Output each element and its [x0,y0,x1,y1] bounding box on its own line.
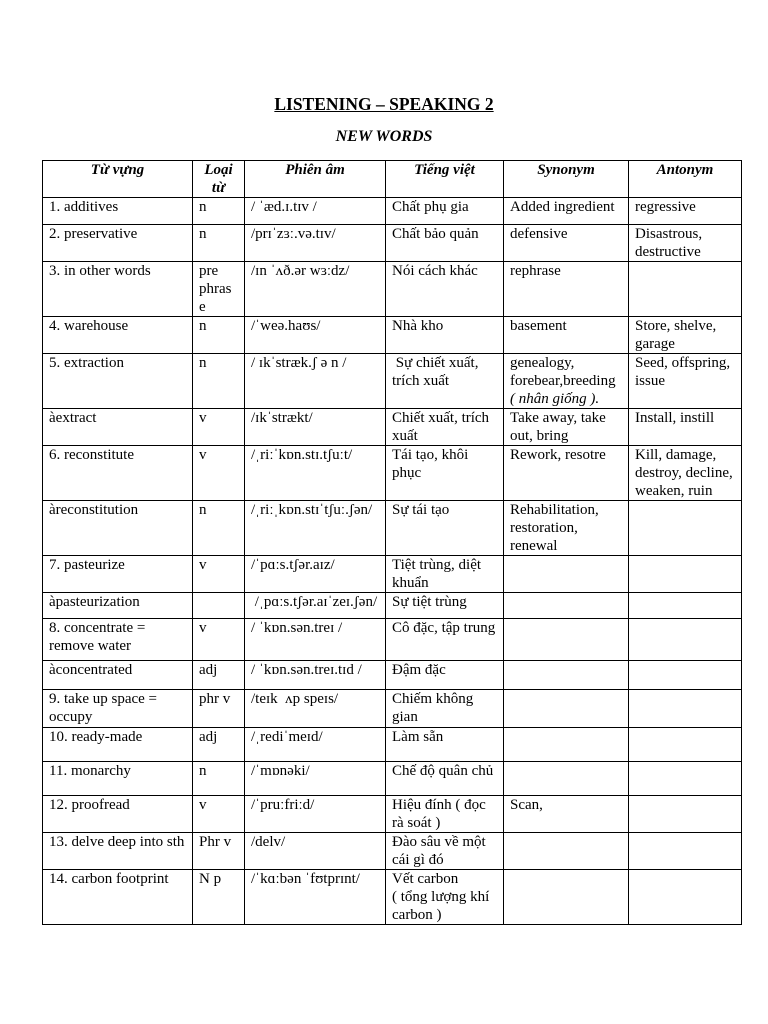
cell-type-text: N p [199,871,222,887]
cell-word-text: 14. carbon footprint [49,871,169,887]
vocabulary-table-body [43,198,742,925]
cell-word [43,446,193,501]
column-header-ipa: Phiên âm [245,161,386,198]
cell-vietnamese [386,354,504,409]
table-row [43,354,742,409]
cell-vietnamese [386,317,504,354]
cell-vietnamese [386,225,504,262]
cell-type [193,619,245,661]
cell-vietnamese-text: Nói cách khác [392,263,478,279]
cell-vietnamese [386,796,504,833]
cell-vietnamese-text: Đào sâu về một cái gì đó [392,834,490,868]
cell-antonym [629,796,742,833]
cell-vietnamese [386,262,504,317]
cell-antonym [629,225,742,262]
cell-antonym [629,198,742,225]
cell-ipa [245,833,386,870]
cell-synonym [504,762,629,796]
cell-antonym [629,446,742,501]
cell-antonym [629,690,742,728]
cell-ipa [245,317,386,354]
cell-type [193,225,245,262]
cell-antonym [629,833,742,870]
cell-word-text: 5. extraction [49,355,124,371]
cell-synonym [504,728,629,762]
cell-type-text: n [199,199,207,215]
cell-antonym [629,593,742,619]
cell-word-text: àextract [49,410,97,426]
cell-type-text: n [199,502,207,518]
column-header-vietnamese: Tiếng việt [386,161,504,198]
cell-word [43,619,193,661]
cell-ipa [245,870,386,925]
cell-synonym [504,593,629,619]
cell-type [193,728,245,762]
cell-vietnamese-text: Chất phụ gia [392,199,469,215]
cell-type-text: phr v [199,691,231,707]
cell-synonym [504,556,629,593]
cell-type-text: n [199,355,207,371]
cell-ipa [245,593,386,619]
cell-vietnamese [386,870,504,925]
cell-type [193,762,245,796]
cell-antonym-text: Kill, damage, destroy, decline, weaken, ruin [635,447,737,499]
cell-antonym [629,556,742,593]
table-row [43,446,742,501]
cell-ipa [245,690,386,728]
cell-vietnamese [386,198,504,225]
cell-vietnamese-text: Cô đặc, tập trung [392,620,496,636]
cell-ipa-text: / ɪkˈstræk.ʃ ə n / [251,355,347,371]
cell-type [193,501,245,556]
cell-type [193,354,245,409]
cell-ipa-text: /ˌrediˈmeɪd/ [251,729,323,745]
table-row [43,661,742,690]
cell-vietnamese [386,833,504,870]
cell-vietnamese [386,501,504,556]
column-header-antonym: Antonym [629,161,742,198]
cell-ipa-text: /ɪkˈstrækt/ [251,410,313,426]
cell-ipa-text: /ˈpɑːs.tʃər.aɪz/ [251,557,335,573]
cell-word-text: 3. in other words [49,263,151,279]
cell-synonym [504,870,629,925]
cell-vietnamese [386,762,504,796]
cell-ipa-text: /prɪˈzɜː.və.tɪv/ [251,226,336,242]
table-row [43,556,742,593]
cell-vietnamese-text: Chiếm không gian [392,691,477,725]
cell-word-text: 11. monarchy [49,763,131,779]
cell-synonym [504,198,629,225]
cell-synonym [504,317,629,354]
cell-vietnamese [386,661,504,690]
cell-word-text: 9. take up space = occupy [49,691,161,725]
cell-ipa-text: /ˈweə.haʊs/ [251,318,321,334]
cell-synonym [504,796,629,833]
cell-word [43,556,193,593]
cell-vietnamese [386,728,504,762]
cell-antonym [629,762,742,796]
cell-ipa [245,619,386,661]
cell-word [43,593,193,619]
cell-synonym [504,619,629,661]
cell-antonym [629,409,742,446]
cell-vietnamese [386,556,504,593]
table-row [43,796,742,833]
cell-type-text: v [199,447,207,463]
cell-type-text: n [199,226,207,242]
cell-vietnamese [386,446,504,501]
cell-antonym [629,870,742,925]
cell-ipa-text: /ˈkɑːbən ˈfʊtprɪnt/ [251,871,360,887]
cell-word [43,728,193,762]
cell-vietnamese-text: Chất bảo quản [392,226,479,242]
cell-synonym [504,690,629,728]
cell-ipa [245,796,386,833]
cell-ipa-text: / ˈkɒn.sən.treɪ.tɪd / [251,662,362,678]
cell-synonym [504,446,629,501]
cell-synonym-text: genealogy, forebear,breeding [510,355,616,389]
column-header-type: Loại từ [193,161,245,198]
table-row [43,593,742,619]
table-row [43,690,742,728]
cell-ipa [245,501,386,556]
cell-vietnamese [386,409,504,446]
cell-word [43,690,193,728]
cell-vietnamese-text: Hiệu đính ( đọc rà soát ) [392,797,490,831]
cell-type [193,870,245,925]
page-title: LISTENING – SPEAKING 2 [274,94,494,114]
cell-ipa-text: /delv/ [251,834,286,850]
cell-vietnamese [386,619,504,661]
cell-word [43,198,193,225]
cell-vietnamese-text: Nhà kho [392,318,444,334]
cell-synonym-text: Added ingredient [510,199,615,215]
cell-word [43,354,193,409]
cell-vietnamese-text: Đậm đặc [392,662,446,678]
cell-ipa [245,262,386,317]
cell-synonym-text: Rehabilitation, restoration, renewal [510,502,603,554]
cell-type [193,796,245,833]
cell-type-text: adj [199,729,218,745]
cell-type [193,317,245,354]
cell-vietnamese-text: Tái tạo, khôi phục [392,447,472,481]
table-header-row [43,161,742,198]
cell-word [43,833,193,870]
cell-ipa [245,661,386,690]
cell-antonym-text: Disastrous, destructive [635,226,706,260]
table-row [43,198,742,225]
cell-vietnamese-text: Sự chiết xuất, trích xuất [392,355,483,389]
cell-ipa [245,728,386,762]
cell-synonym [504,501,629,556]
cell-type [193,833,245,870]
cell-synonym-text: basement [510,318,567,334]
cell-ipa-text: /ˈmɒnəki/ [251,763,310,779]
synonym-note: ( nhân giống ). [510,391,600,407]
cell-ipa [245,225,386,262]
column-header-word: Từ vựng [43,161,193,198]
cell-type-text: v [199,797,207,813]
cell-word [43,262,193,317]
cell-vietnamese [386,690,504,728]
cell-ipa [245,354,386,409]
cell-antonym [629,501,742,556]
cell-synonym [504,262,629,317]
cell-antonym-text: regressive [635,199,696,215]
cell-ipa [245,556,386,593]
cell-antonym-text: Seed, offspring, issue [635,355,734,389]
cell-ipa-text: / ˈæd.ɪ.tɪv / [251,199,317,215]
cell-type [193,690,245,728]
table-row [43,501,742,556]
column-header-synonym: Synonym [504,161,629,198]
cell-type [193,446,245,501]
table-row [43,762,742,796]
cell-word-text: 12. proofread [49,797,130,813]
cell-antonym [629,619,742,661]
cell-word [43,409,193,446]
cell-type-text: n [199,763,207,779]
cell-word-text: àpasteurization [49,594,140,610]
cell-type-text: v [199,620,207,636]
cell-vietnamese-text: Làm sẵn [392,729,444,745]
cell-synonym [504,833,629,870]
table-row [43,225,742,262]
vocabulary-table [42,160,742,925]
cell-ipa [245,409,386,446]
cell-type-text: adj [199,662,218,678]
cell-word-text: àreconstitution [49,502,139,518]
cell-ipa-text: /teɪk ʌp speɪs/ [251,691,339,707]
cell-word [43,225,193,262]
cell-ipa-text: /ˈpruːfriːd/ [251,797,315,813]
cell-vietnamese-text: Sự tái tạo [392,502,450,518]
cell-word-text: 10. ready-made [49,729,143,745]
cell-synonym-text: defensive [510,226,568,242]
cell-antonym [629,661,742,690]
section-subtitle: NEW WORDS [335,128,433,145]
cell-type [193,661,245,690]
cell-type-text: pre phrase [199,263,232,315]
cell-vietnamese-text: Chế độ quân chủ [392,763,494,779]
cell-type [193,409,245,446]
cell-ipa-text: /ˌriːˌkɒn.stɪˈtʃuː.ʃən/ [251,502,373,518]
cell-word-text: 2. preservative [49,226,138,242]
cell-ipa-text: /ˌpɑːs.tʃər.aɪˈzeɪ.ʃən/ [251,594,378,610]
cell-word [43,317,193,354]
cell-vietnamese [386,593,504,619]
cell-word [43,661,193,690]
cell-type [193,593,245,619]
table-row [43,262,742,317]
cell-word [43,501,193,556]
table-row [43,728,742,762]
cell-word-text: 8. concentrate = remove water [49,620,150,654]
cell-word-text: 1. additives [49,199,119,215]
cell-vietnamese-text: Tiệt trùng, diệt khuẩn [392,557,485,591]
table-row [43,870,742,925]
cell-synonym-text: rephrase [510,263,561,279]
cell-vietnamese-text: Sự tiệt trùng [392,594,467,610]
cell-ipa-text: / ˈkɒn.sən.treɪ / [251,620,343,636]
cell-word-text: 7. pasteurize [49,557,125,573]
table-row [43,317,742,354]
cell-word [43,762,193,796]
cell-ipa [245,198,386,225]
cell-antonym [629,728,742,762]
cell-vietnamese-text: Vết carbon ( tổng lượng khí carbon ) [392,871,490,923]
cell-word [43,870,193,925]
cell-synonym [504,409,629,446]
cell-antonym-text: Store, shelve, garage [635,318,720,352]
cell-antonym [629,262,742,317]
cell-synonym [504,661,629,690]
cell-word-text: àconcentrated [49,662,133,678]
cell-synonym [504,225,629,262]
cell-ipa [245,762,386,796]
cell-word-text: 13. delve deep into sth [49,834,185,850]
table-row [43,833,742,870]
table-row [43,619,742,661]
cell-synonym-text: Scan, [510,797,543,813]
cell-type-text: v [199,410,207,426]
cell-antonym [629,317,742,354]
cell-ipa [245,446,386,501]
cell-type [193,198,245,225]
cell-synonym [504,354,629,409]
cell-antonym [629,354,742,409]
cell-word-text: 4. warehouse [49,318,129,334]
cell-type-text: Phr v [199,834,232,850]
cell-word-text: 6. reconstitute [49,447,134,463]
cell-type-text: n [199,318,207,334]
cell-ipa-text: /ɪn ˈʌð.ər wɜːdz/ [251,263,350,279]
cell-word [43,796,193,833]
cell-ipa-text: /ˌriːˈkɒn.stɪ.tʃuːt/ [251,447,353,463]
cell-antonym-text: Install, instill [635,410,715,426]
cell-vietnamese-text: Chiết xuất, trích xuất [392,410,493,444]
cell-type [193,556,245,593]
cell-synonym-text: Rework, resotre [510,447,606,463]
cell-type [193,262,245,317]
cell-synonym-text: Take away, take out, bring [510,410,610,444]
cell-type-text: v [199,557,207,573]
table-row [43,409,742,446]
